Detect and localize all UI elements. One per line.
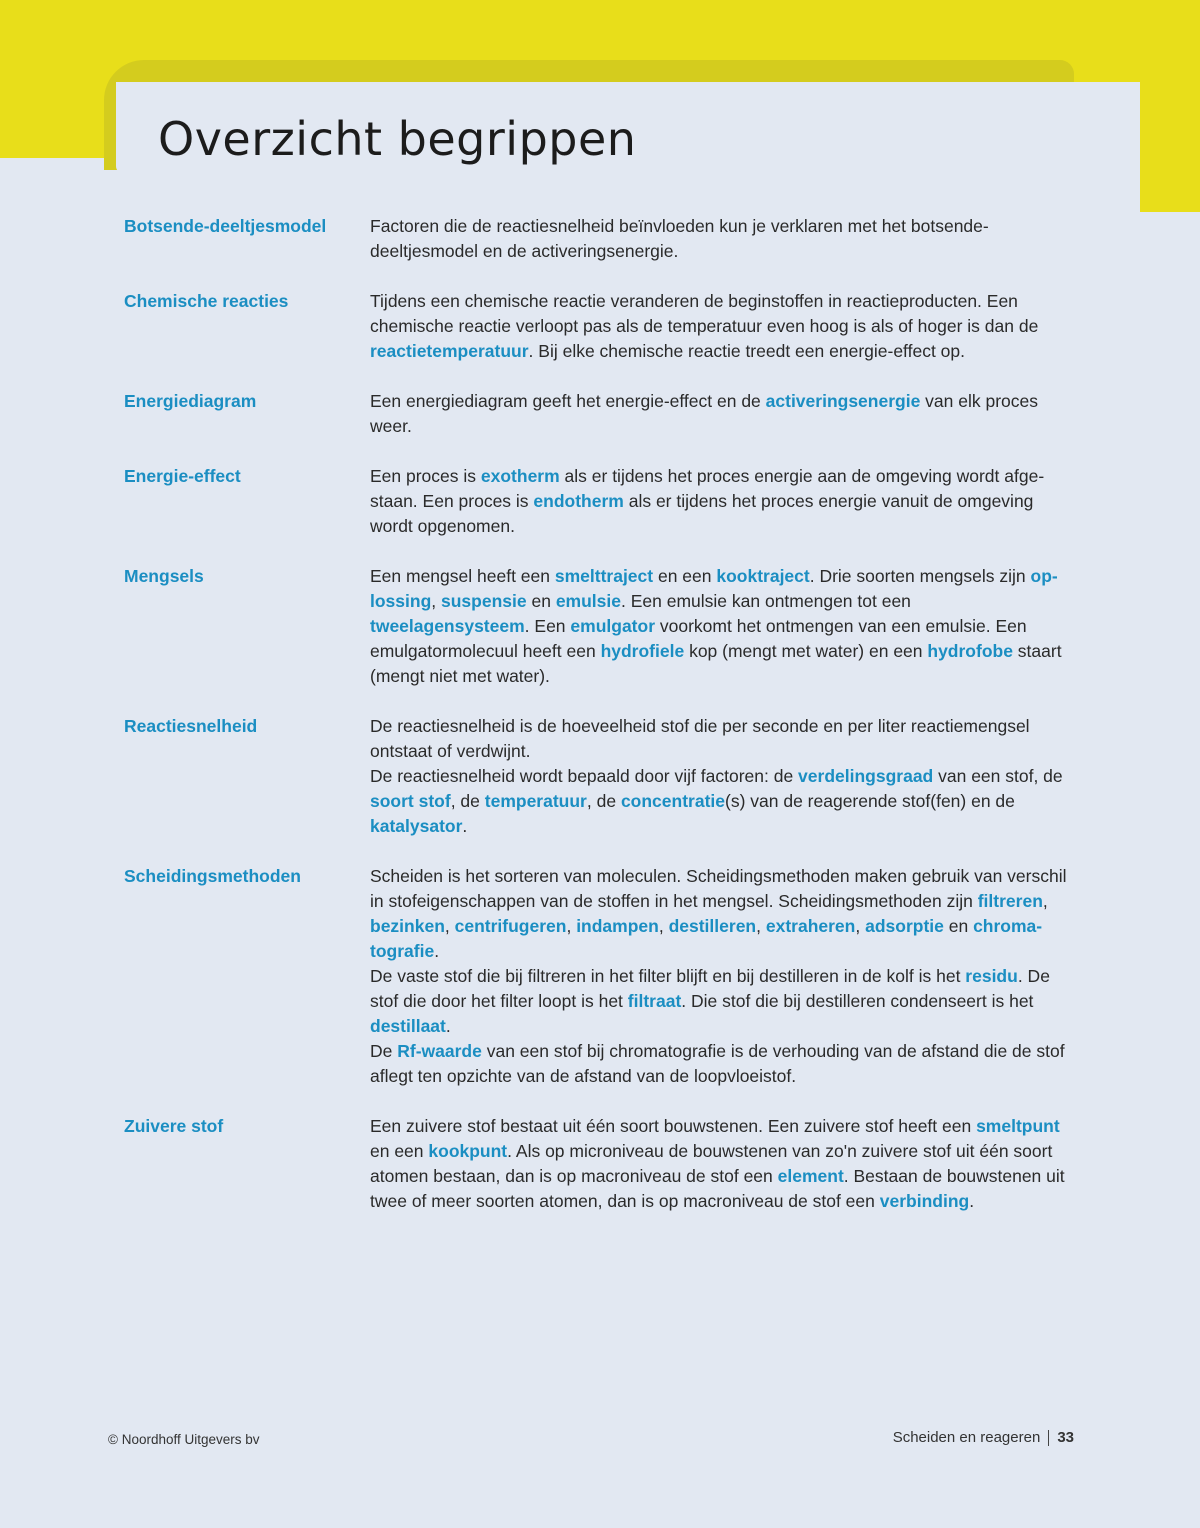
key-term: temperatuur (484, 791, 587, 811)
term-definition (370, 1114, 1070, 1214)
key-term: centrifugeren (454, 916, 567, 936)
term-row (124, 389, 1074, 439)
title-card-edge (116, 82, 128, 174)
definition-text: Scheiden is het sorteren van moleculen. Scheidingsmethoden maken gebruik van verschil in stofeigenschappen van de stoffen in het mengsel. Scheidingsmethoden zijn (370, 866, 1067, 911)
term-definition (370, 289, 1070, 364)
term-name: Energiediagram (124, 391, 257, 411)
definition-text: De reactiesnelheid is de hoeveelheid stof die per seconde en per liter reactiemengsel ontstaat of verdwijnt. (370, 716, 1030, 761)
definition-paragraph (370, 714, 1070, 764)
term-name: Scheidingsmethoden (124, 866, 301, 886)
key-term: activeringsenergie (765, 391, 921, 411)
term-definition (370, 389, 1070, 439)
key-term: Rf-waarde (397, 1041, 482, 1061)
key-term: smelttraject (554, 566, 654, 586)
key-term: hydrofobe (927, 641, 1013, 661)
definition-text: , (566, 916, 577, 936)
key-term: adsorptie (865, 916, 944, 936)
definition-text: , (1042, 891, 1048, 911)
term-name: Mengsels (124, 566, 204, 586)
definition-text: als er tijdens het proces energie aan de omgeving wordt afgestaan. Een proces is (370, 466, 1045, 511)
key-term: concentratie (620, 791, 725, 811)
definition-text: en (526, 591, 556, 611)
definition-text: en een (653, 566, 717, 586)
term-row (124, 214, 1074, 264)
definition-text: (s) van de reagerende stof(fen) en de (725, 791, 1015, 811)
definition-text: van elk proces weer. (370, 391, 1039, 436)
definition-paragraph (370, 464, 1070, 539)
definition-text: , (756, 916, 766, 936)
footer-separator (1048, 1430, 1049, 1446)
definition-text: Factoren die de reactiesnelheid beïnvloeden kun je verklaren met het botsende-deeltjesmodel en de activeringsenergie. (370, 216, 989, 261)
definition-text: en (943, 916, 974, 936)
term-name: Botsende-deeltjesmodel (124, 216, 327, 236)
definition-text: De reactiesnelheid wordt bepaald door vijf factoren: de (370, 766, 799, 786)
definition-text: , (431, 591, 441, 611)
term-name: Zuivere stof (124, 1116, 224, 1136)
definition-text: De (370, 1041, 398, 1061)
terms-list (124, 214, 1074, 1239)
key-term: element (777, 1166, 844, 1186)
definition-text: Een mengsel heeft een (370, 566, 555, 586)
key-term: verbinding (879, 1191, 970, 1211)
footer-chapter: Scheiden en reageren (892, 1429, 1041, 1446)
key-term: kooktraject (716, 566, 810, 586)
definition-text: Tijdens een chemische reactie veranderen de beginstoffen in reactieproducten. Een chemische reactie verloopt pas als de temperatuur even hoog is als of hoger is dan de (370, 291, 1039, 336)
term-row (124, 289, 1074, 364)
term-definition (370, 564, 1070, 689)
term-name: Energie-effect (124, 466, 241, 486)
key-term: soort stof (370, 791, 451, 811)
definition-text: . De stof die door het filter loopt is het (370, 966, 1050, 1011)
definition-text: , (855, 916, 866, 936)
definition-text: Een zuivere stof bestaat uit één soort bouwstenen. Een zuivere stof heeft een (370, 1116, 977, 1136)
term-definition (370, 464, 1070, 539)
definition-text: . Drie soorten mengsels zijn (809, 566, 1031, 586)
key-term: residu (965, 966, 1018, 986)
definition-text: staart (mengt niet met water). (370, 641, 1062, 686)
term-name: Chemische reacties (124, 291, 289, 311)
key-term: bezinken (370, 916, 445, 936)
definition-paragraph (370, 389, 1070, 439)
key-term: suspensie (441, 591, 527, 611)
key-term: filtraat (627, 991, 682, 1011)
definition-text: en een (370, 1141, 429, 1161)
footer-copyright: © Noordhoff Uitgevers bv (108, 1432, 260, 1447)
term-row (124, 564, 1074, 689)
definition-text: Een proces is (370, 466, 481, 486)
term-definition (370, 714, 1070, 839)
definition-text: . Een (524, 616, 571, 636)
key-term: exotherm (480, 466, 560, 486)
definition-text: . (445, 1016, 451, 1036)
key-term: emulgator (570, 616, 656, 636)
definition-text: van een stof, de (933, 766, 1063, 786)
term-definition (370, 214, 1070, 264)
key-term: smeltpunt (976, 1116, 1060, 1136)
key-term: indampen (576, 916, 659, 936)
key-term: filtreren (977, 891, 1043, 911)
term-definition (370, 864, 1070, 1089)
definition-text: . Een emulsie kan ontmengen tot een (621, 591, 911, 611)
key-term: emulsie (555, 591, 621, 611)
footer-page-info (893, 1429, 1074, 1446)
key-term: endotherm (533, 491, 624, 511)
definition-text: , (444, 916, 455, 936)
definition-paragraph (370, 289, 1070, 364)
term-row (124, 714, 1074, 839)
key-term: verdelingsgraad (798, 766, 934, 786)
definition-text: . (969, 1191, 975, 1211)
definition-text: . Die stof die bij destilleren condenseert is het (681, 991, 1034, 1011)
key-term: hydrofiele (600, 641, 685, 661)
definition-paragraph (370, 1114, 1070, 1214)
key-term: kookpunt (428, 1141, 508, 1161)
key-term: destillaat (370, 1016, 446, 1036)
page-title: Overzicht begrippen (158, 112, 637, 166)
term-name: Reactiesnelheid (124, 716, 258, 736)
definition-text: als er tijdens het proces energie vanuit de omgeving wordt opgenomen. (370, 491, 1034, 536)
definition-text: kop (mengt met water) en een (684, 641, 928, 661)
header-yellow-right-block (1140, 0, 1200, 212)
term-row (124, 464, 1074, 539)
definition-text: , de (586, 791, 621, 811)
key-term: extraheren (765, 916, 856, 936)
term-row (124, 1114, 1074, 1214)
definition-text: . (434, 941, 440, 961)
key-term: oplossing (370, 566, 1058, 611)
key-term: reactietemperatuur (370, 341, 529, 361)
definition-text: , de (450, 791, 485, 811)
definition-text: De vaste stof die bij filtreren in het filter blijft en bij destilleren in de kolf is het (370, 966, 966, 986)
definition-text: , (658, 916, 669, 936)
definition-paragraph (370, 214, 1070, 264)
key-term: destilleren (668, 916, 757, 936)
definition-paragraph (370, 1039, 1070, 1089)
definition-text: . (462, 816, 468, 836)
definition-text: Een energiediagram geeft het energie-effect en de (370, 391, 766, 411)
definition-paragraph (370, 564, 1070, 689)
definition-text: voorkomt het ontmengen van een emulsie. Een emulgatormolecuul heeft een (370, 616, 1027, 661)
definition-paragraph (370, 764, 1070, 839)
definition-text: . Bij elke chemische reactie treedt een energie-effect op. (528, 341, 965, 361)
term-row (124, 864, 1074, 1089)
definition-text: van een stof bij chromatografie is de verhouding van de afstand die de stof aflegt ten opzichte van de afstand van de loopvloeistof. (370, 1041, 1065, 1086)
page-number: 33 (1057, 1429, 1074, 1446)
key-term: katalysator (370, 816, 463, 836)
key-term: tweelagensysteem (370, 616, 525, 636)
definition-text: . Bestaan de bouwstenen uit twee of meer soorten atomen, dan is op macroniveau de stof een (370, 1166, 1065, 1211)
definition-paragraph (370, 864, 1070, 964)
definition-paragraph (370, 964, 1070, 1039)
definition-text: . Als op microniveau de bouwstenen van zo'n zuivere stof uit één soort atomen bestaan, dan is op macroniveau de stof een (370, 1141, 1053, 1186)
key-term: chromatografie (370, 916, 1043, 961)
